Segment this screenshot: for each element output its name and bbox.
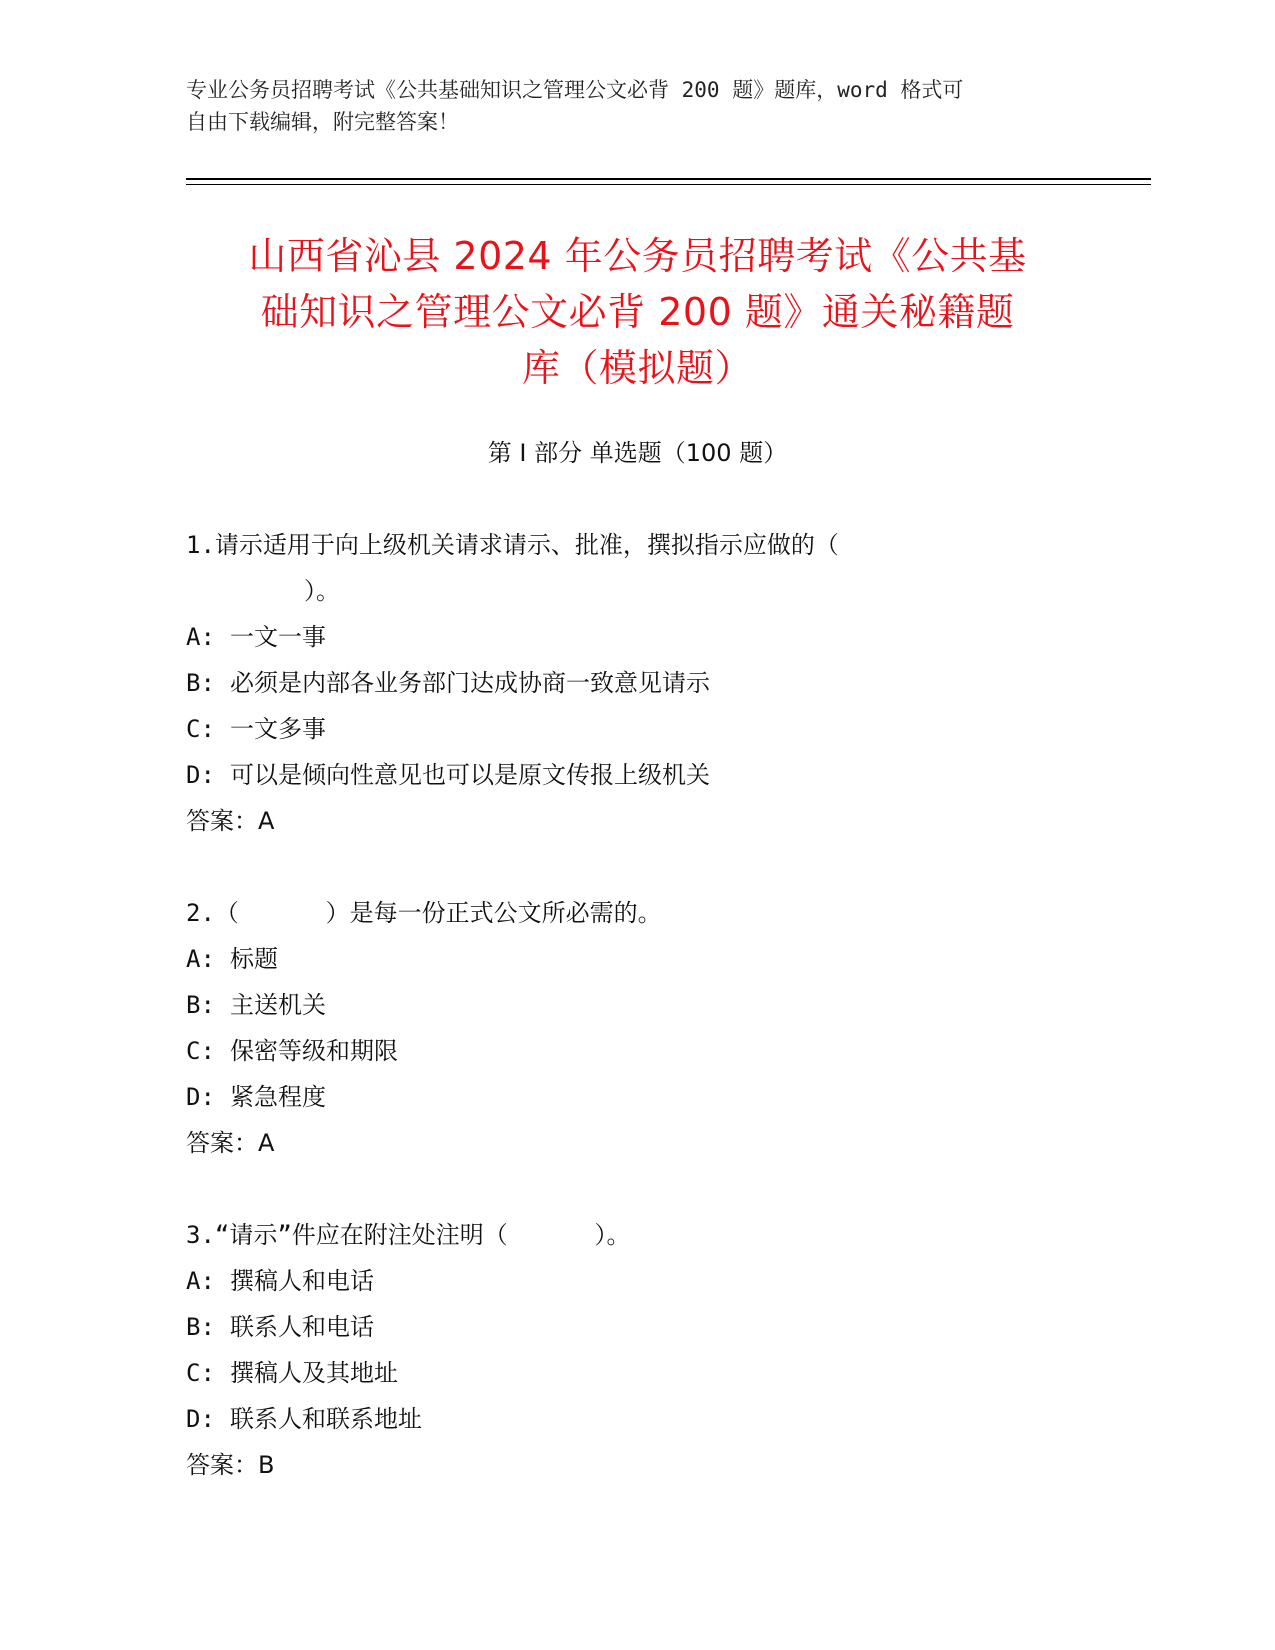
option-c xyxy=(186,1350,1086,1396)
option-letter: D: xyxy=(186,1405,215,1433)
option-letter: A: xyxy=(186,945,215,973)
header-rule-thick xyxy=(186,178,1151,180)
option-text: 保密等级和期限 xyxy=(230,1037,398,1065)
option-text: 主送机关 xyxy=(230,991,326,1019)
document-title-line3: 库（模拟题） xyxy=(521,346,753,390)
question-3 xyxy=(186,1212,1086,1488)
question-1 xyxy=(186,522,1086,844)
option-text: 标题 xyxy=(230,945,278,973)
option-text: 必须是内部各业务部门达成协商一致意见请示 xyxy=(230,669,710,697)
option-a xyxy=(186,614,1086,660)
answer-line: 答案：A xyxy=(186,1129,275,1157)
option-letter: B: xyxy=(186,991,215,1019)
option-c xyxy=(186,1028,1086,1074)
option-text: 撰稿人和电话 xyxy=(230,1267,374,1295)
option-d xyxy=(186,1396,1086,1442)
document-title xyxy=(160,228,1115,396)
option-c xyxy=(186,706,1086,752)
option-letter: C: xyxy=(186,715,215,743)
option-text: 可以是倾向性意见也可以是原文传报上级机关 xyxy=(230,761,710,789)
option-text: 联系人和联系地址 xyxy=(230,1405,422,1433)
option-letter: C: xyxy=(186,1037,215,1065)
option-letter: D: xyxy=(186,761,215,789)
option-letter: B: xyxy=(186,669,215,697)
option-letter: B: xyxy=(186,1313,215,1341)
option-text: 撰稿人及其地址 xyxy=(230,1359,398,1387)
header-note-line1: 专业公务员招聘考试《公共基础知识之管理公文必背 200 题》题库，word 格式可 xyxy=(186,78,964,102)
header-rule-thin xyxy=(186,184,1151,185)
option-letter: C: xyxy=(186,1359,215,1387)
option-d xyxy=(186,1074,1086,1120)
option-letter: A: xyxy=(186,1267,215,1295)
option-letter: A: xyxy=(186,623,215,651)
question-stem: 3.“请示”件应在附注处注明（ ）。 xyxy=(186,1221,631,1249)
header-note-line2: 自由下载编辑，附完整答案！ xyxy=(186,110,459,134)
question-2 xyxy=(186,890,1086,1166)
option-text: 一文多事 xyxy=(230,715,326,743)
option-d xyxy=(186,752,1086,798)
option-text: 联系人和电话 xyxy=(230,1313,374,1341)
question-list xyxy=(186,522,1086,1534)
answer-line: 答案：A xyxy=(186,807,275,835)
option-text: 紧急程度 xyxy=(230,1083,326,1111)
question-stem: 1.请示适用于向上级机关请求请示、批准，撰拟指示应做的（ xyxy=(186,531,839,559)
option-a xyxy=(186,936,1086,982)
question-stem-continuation: ）。 xyxy=(304,577,340,605)
answer-line: 答案：B xyxy=(186,1451,275,1479)
section-heading: 第 I 部分 单选题（100 题） xyxy=(487,439,788,467)
option-b xyxy=(186,982,1086,1028)
option-b xyxy=(186,1304,1086,1350)
document-title-line1: 山西省沁县 2024 年公务员招聘考试《公共基 xyxy=(248,234,1027,278)
question-stem: 2.（ ）是每一份正式公文所必需的。 xyxy=(186,899,662,927)
header-note xyxy=(186,74,1066,138)
option-text: 一文一事 xyxy=(230,623,326,651)
option-a xyxy=(186,1258,1086,1304)
option-b xyxy=(186,660,1086,706)
document-title-line2: 础知识之管理公文必背 200 题》通关秘籍题 xyxy=(260,290,1015,334)
option-letter: D: xyxy=(186,1083,215,1111)
